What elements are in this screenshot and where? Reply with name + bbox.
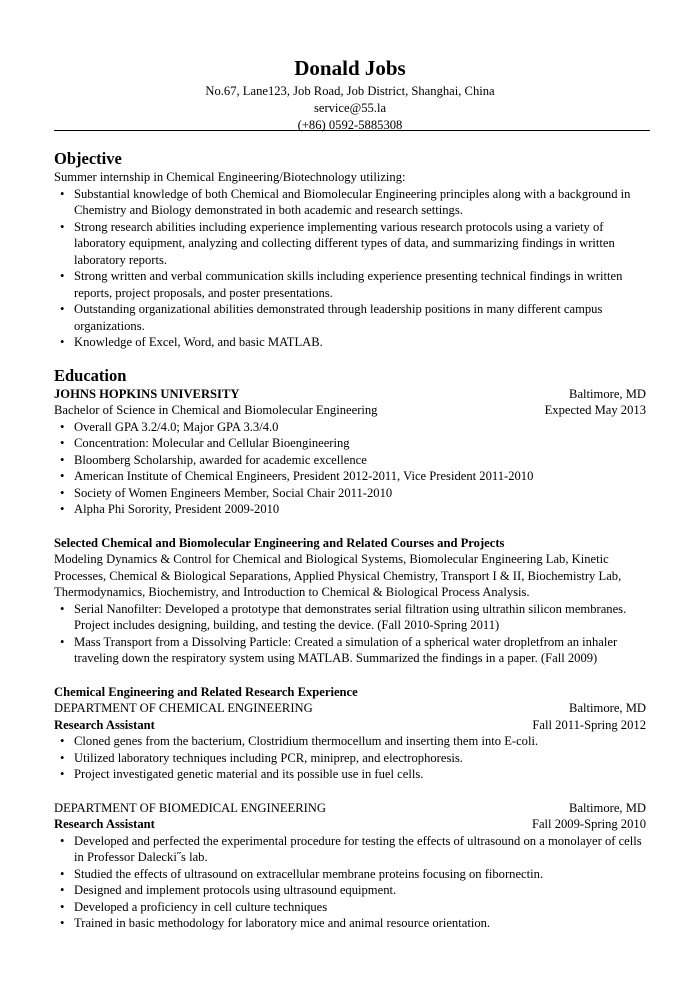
education-section xyxy=(54,366,646,932)
list-item: • Developed a proficiency in cell culture techniques xyxy=(54,899,646,916)
job-dept-row xyxy=(54,800,646,817)
resume-body xyxy=(54,149,646,932)
courses-text: Modeling Dynamics & Control for Chemical and Biological Systems, Biomolecular Engineering Lab, Kinetic Processes, Chemical & Biological Separations, Applied Physical Chemistry, Transport I & II, Biochemistry Lab, Thermodynamics, Biochemistry, and Introduction to Chemical & Biological Process Analysis. xyxy=(54,552,622,599)
education-title: Education xyxy=(54,365,127,385)
research-job xyxy=(54,700,646,783)
university-row xyxy=(54,386,646,403)
degree: Bachelor of Science in Chemical and Biomolecular Engineering xyxy=(54,403,378,417)
job-dates: Fall 2009-Spring 2010 xyxy=(531,817,646,831)
resume-header xyxy=(0,0,700,134)
research-section xyxy=(54,684,646,932)
phone: (+86) 0592-5885308 xyxy=(297,118,403,132)
list-item: • American Institute of Chemical Engineers, President 2012-2011, Vice President 2011-2010 xyxy=(54,468,646,485)
list-item: • Substantial knowledge of both Chemical and Biomolecular Engineering principles along with a background in Chemistry and Biology demonstrated in both academic and research settings. xyxy=(54,186,646,219)
list-item: • Knowledge of Excel, Word, and basic MATLAB. xyxy=(54,334,646,351)
candidate-name: Donald Jobs xyxy=(294,56,406,80)
university-location: Baltimore, MD xyxy=(569,386,646,401)
job-location: Baltimore, MD xyxy=(569,701,646,715)
research-title: Chemical Engineering and Related Research Experience xyxy=(54,684,358,699)
job-dates: Fall 2011-Spring 2012 xyxy=(532,717,646,732)
research-job xyxy=(54,800,646,932)
list-item: • Society of Women Engineers Member, Social Chair 2011-2010 xyxy=(54,485,646,502)
list-item: • Strong research abilities including experience implementing various research protocols using a variety of laboratory equipment, analyzing and collecting different types of data, and summarizing findings in written laboratory reports. xyxy=(54,219,646,269)
job-role-row xyxy=(54,816,646,833)
courses-title: Selected Chemical and Biomolecular Engineering and Related Courses and Projects xyxy=(54,535,505,550)
email: service@55.la xyxy=(313,101,387,115)
header-divider xyxy=(54,130,650,131)
address: No.67, Lane123, Job Road, Job District, Shanghai, China xyxy=(205,84,495,98)
list-item: • Designed and implement protocols using ultrasound equipment. xyxy=(54,882,646,899)
list-item: • Cloned genes from the bacterium, Clostridium thermocellum and inserting them into E-coli. xyxy=(54,733,646,750)
list-item: • Studied the effects of ultrasound on extracellular membrane proteins focusing on fibornectin. xyxy=(54,866,646,883)
list-item: • Project investigated genetic material and its possible use in fuel cells. xyxy=(54,766,646,783)
list-item: • Bloomberg Scholarship, awarded for academic excellence xyxy=(54,452,646,469)
list-item: • Trained in basic methodology for laboratory mice and animal resource orientation. xyxy=(54,915,646,932)
graduation-date: Expected May 2013 xyxy=(544,403,646,417)
job-role-row xyxy=(54,717,646,734)
degree-row xyxy=(54,402,646,419)
courses-section xyxy=(54,535,646,667)
objective-list xyxy=(54,186,646,351)
job-duties-list xyxy=(54,833,646,932)
objective-section xyxy=(54,149,646,351)
education-list xyxy=(54,419,646,518)
list-item: • Outstanding organizational abilities demonstrated through leadership positions in many different campus organizations. xyxy=(54,301,646,334)
list-item: • Overall GPA 3.2/4.0; Major GPA 3.3/4.0 xyxy=(54,419,646,436)
job-location: Baltimore, MD xyxy=(569,800,646,815)
job-duties-list xyxy=(54,733,646,783)
job-dept-row xyxy=(54,700,646,717)
job-role: Research Assistant xyxy=(54,717,155,732)
list-item: • Concentration: Molecular and Cellular Bioengineering xyxy=(54,435,646,452)
list-item: • Utilized laboratory techniques including PCR, miniprep, and electrophoresis. xyxy=(54,750,646,767)
university-name: JOHNS HOPKINS UNIVERSITY xyxy=(54,386,240,401)
list-item: • Alpha Phi Sorority, President 2009-2010 xyxy=(54,501,646,518)
job-role: Research Assistant xyxy=(54,817,155,831)
list-item: • Developed and perfected the experimental procedure for testing the effects of ultrasound on a monolayer of cells in Professor Dalecki˝s lab. xyxy=(54,833,646,866)
objective-intro: Summer internship in Chemical Engineering/Biotechnology utilizing: xyxy=(54,170,406,184)
list-item: • Serial Nanofilter: Developed a prototype that demonstrates serial filtration using ultrathin silicon membranes. Project includes designing, building, and testing the device. (Fall 2010-Spring 2011) xyxy=(54,601,646,634)
list-item: • Mass Transport from a Dissolving Particle: Created a simulation of a spherical water dropletfrom an inhaler traveling down the respiratory system using MATLAB. Summarized the findings in a paper. (Fall 2009) xyxy=(54,634,646,667)
list-item: • Strong written and verbal communication skills including experience presenting technical findings in written reports, project proposals, and poster presentations. xyxy=(54,268,646,301)
objective-title: Objective xyxy=(54,149,122,168)
job-department: DEPARTMENT OF BIOMEDICAL ENGINEERING xyxy=(54,800,326,815)
projects-list xyxy=(54,601,646,667)
job-department: DEPARTMENT OF CHEMICAL ENGINEERING xyxy=(54,701,313,715)
